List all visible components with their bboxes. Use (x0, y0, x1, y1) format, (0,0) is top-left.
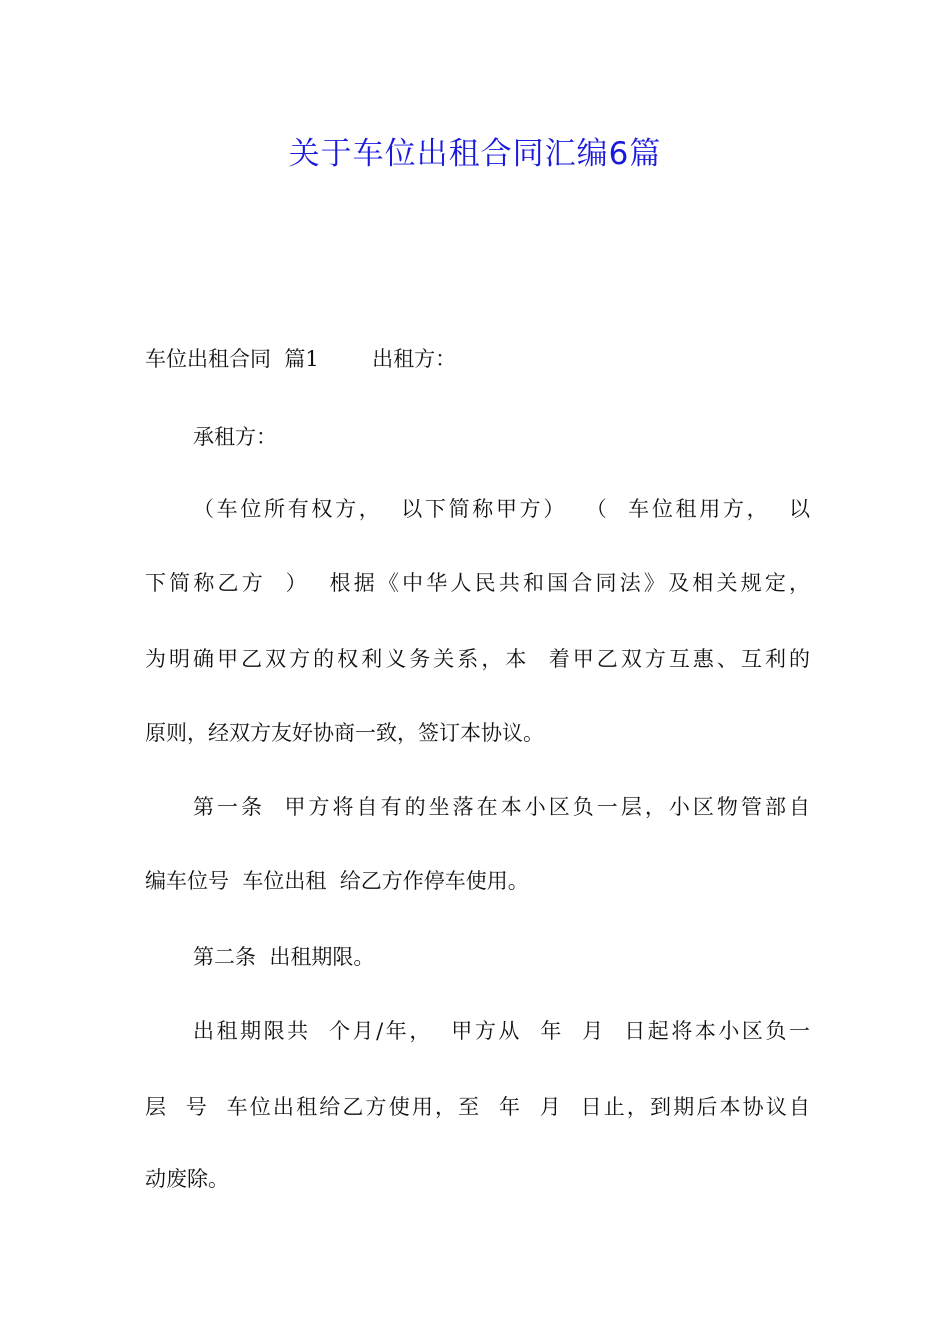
paragraph-line: 原则，经双方友好协商一致，签订本协议。 (145, 721, 544, 745)
article-one-line: 第一条 甲方将自有的坐落在本小区负一层，小区物管部自 (193, 795, 810, 819)
document-title: 关于车位出租合同汇编6篇 (288, 136, 662, 172)
contract-heading-line: 车位出租合同 篇1 出租方： (145, 347, 457, 371)
article-two-line: 第二条 出租期限。 (193, 945, 375, 969)
paragraph-line: 为明确甲乙双方的权利义务关系，本 着甲乙双方互惠、互利的 (145, 647, 810, 671)
lessee-line: 承租方： (193, 425, 277, 449)
paragraph-line: （车位所有权方， 以下简称甲方） （ 车位租用方， 以 (193, 497, 810, 521)
paragraph-line: 编车位号 车位出租 给乙方作停车使用。 (145, 869, 529, 893)
paragraph-line: 层 号 车位出租给乙方使用，至 年 月 日止，到期后本协议自 (145, 1095, 810, 1119)
paragraph-line: 动废除。 (145, 1167, 229, 1191)
paragraph-line: 下简称乙方 ） 根据《中华人民共和国合同法》及相关规定， (145, 571, 810, 595)
paragraph-line: 出租期限共 个月/年， 甲方从 年 月 日起将本小区负一 (193, 1019, 810, 1043)
